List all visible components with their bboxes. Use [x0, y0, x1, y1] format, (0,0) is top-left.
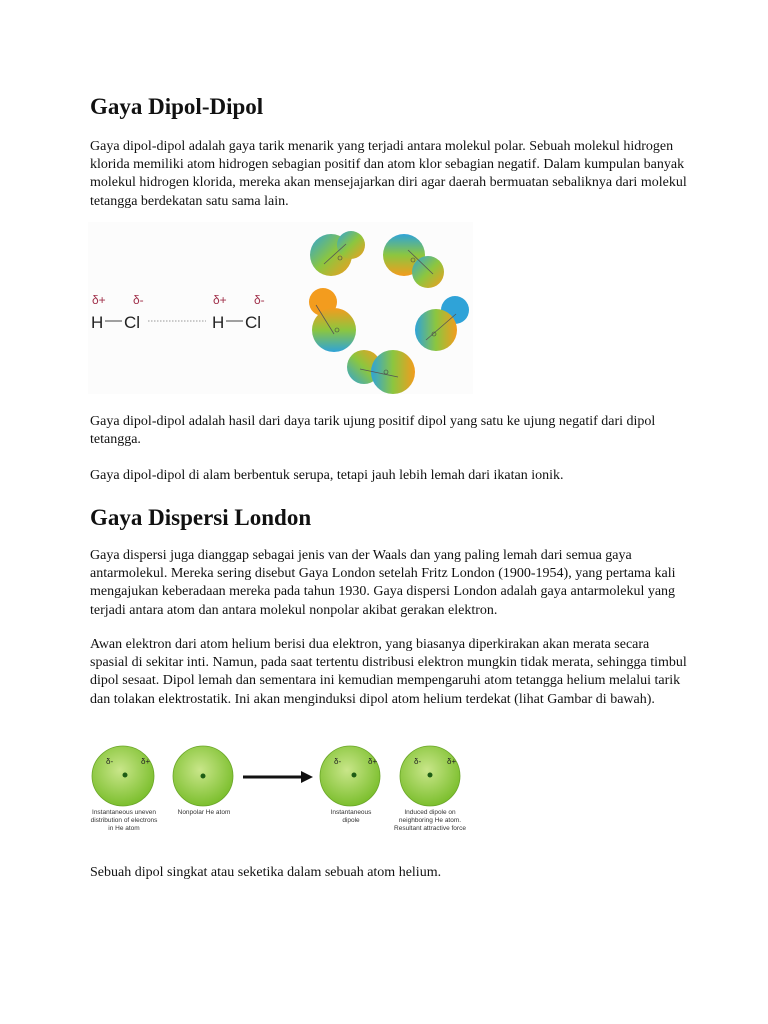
caption-instantaneous-dipole: Instantaneous dipole: [330, 809, 372, 824]
h-atom-label-2: H: [212, 313, 225, 332]
caption-nonpolar-he: Nonpolar He atom: [177, 809, 231, 816]
delta-minus-label-a: δ-: [106, 757, 114, 766]
caption-induced-dipole: Induced dipole on neighboring He atom. Resultant attractive force: [394, 809, 466, 832]
caption-uneven-distribution: Instantaneous uneven distribution of electrons in He atom: [90, 809, 158, 832]
delta-plus-label-2: δ+: [213, 293, 227, 307]
delta-minus-label-2: δ-: [254, 293, 265, 307]
he-atom-uneven: [92, 746, 154, 806]
h-atom-label-1: H: [91, 313, 104, 332]
cl-atom-label-1: Cl: [124, 313, 141, 332]
delta-plus-label-c: δ+: [447, 757, 457, 766]
section-title-dipole: Gaya Dipol-Dipol: [90, 94, 264, 119]
delta-minus-label-1: δ-: [133, 293, 144, 307]
delta-minus-label-b: δ-: [334, 757, 342, 766]
he-atom-instantaneous-dipole: [320, 746, 380, 806]
cl-atom-label-2: Cl: [245, 313, 262, 332]
helium-atoms-illustration: [88, 742, 473, 812]
he-atom-nonpolar: [173, 746, 233, 806]
figure-helium-dipole: [88, 742, 473, 847]
hcl-dipole-illustration: [88, 222, 473, 394]
paragraph-dipole-intro: Gaya dipol-dipol adalah gaya tarik menarik yang terjadi antara molekul polar. Sebuah molekul hidrogen klorida memiliki atom hidrogen sebagian positif dan atom klor sebagian negatif. Dalam kumpulan banyak molekul hidrogen klorida, mereka akan mensejajarkan diri agar daerah bermuatan sebaliknya dari molekul tetangga berdekatan satu sama lain.: [90, 139, 687, 209]
paragraph-london-helium: Awan elektron dari atom helium berisi dua elektron, yang biasanya diperkirakan akan merata secara spasial di sekitar inti. Namun, pada saat tertentu distribusi elektron mungkin tidak merata, sehingga timbul dipol sesaat. Dipol lemah dan sementara ini kemudian mempengaruhi atom tetangga helium melalui tarik dan tolakan elektrostatik. Ini akan menginduksi dipol atom helium terdekat (lihat Gambar di bawah).: [90, 637, 687, 707]
section-title-london: Gaya Dispersi London: [90, 505, 312, 530]
figure-hcl-dipole: [88, 222, 473, 394]
paragraph-helium-dipole-caption: Sebuah dipol singkat atau seketika dalam sebuah atom helium.: [90, 865, 442, 880]
delta-plus-label-a: δ+: [141, 757, 151, 766]
paragraph-london-intro: Gaya dispersi juga dianggap sebagai jenis van der Waals dan yang paling lemah dari semua gaya antarmolekul. Mereka sering disebut Gaya London setelah Fritz London (1900-1954), yang pertama kali mengajukan keberadaan mereka pada tahun 1930. Gaya dispersi London adalah gaya antarmolekul yang terjadi antara atom dan antara molekul nonpolar akibat gerakan elektron.: [90, 548, 676, 618]
paragraph-dipole-result: Gaya dipol-dipol adalah hasil dari daya tarik ujung positif dipol yang satu ke ujung negatif dari dipol tetangga.: [90, 414, 656, 448]
delta-minus-label-c: δ-: [414, 757, 422, 766]
paragraph-dipole-nature: Gaya dipol-dipol di alam berbentuk serupa, tetapi jauh lebih lemah dari ikatan ionik.: [90, 468, 564, 483]
arrow: [243, 771, 313, 783]
he-atom-induced-dipole: [400, 746, 460, 806]
delta-plus-label-b: δ+: [368, 757, 378, 766]
delta-plus-label-1: δ+: [92, 293, 106, 307]
